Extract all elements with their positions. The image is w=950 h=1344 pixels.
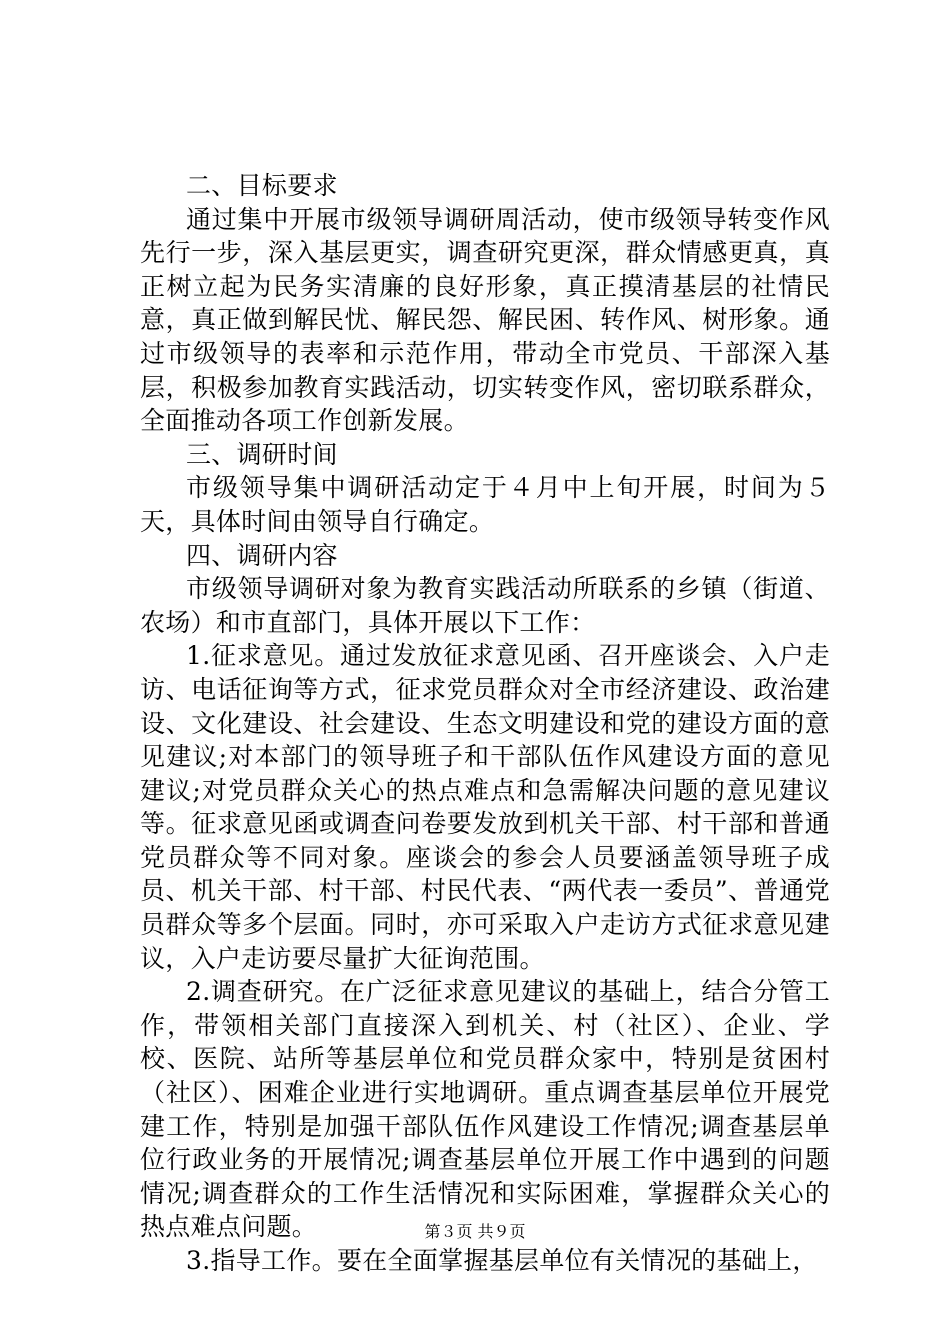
paragraph-item-1: 1.征求意见。通过发放征求意见函、召开座谈会、入户走访、电话征询等方式，征求党员群众对全市经济建设、政治建设、文化建设、社会建设、生态文明建设和党的建设方面的意见建议;对本部门的领导班子和干部队伍作风建设方面的意见建议;对党员群众关心的热点难点和急需解决问题的意见建议等。征求意见函或调查问卷要发放到机关干部、村干部和普通党员群众等不同对象。座谈会的参会人员要涵盖领导班子成员、机关干部、村干部、村民代表、“两代表一委员”、普通党员群众等多个层面。同时，亦可采取入户走访方式征求意见建议，入户走访要尽量扩大征询范围。 — [140, 641, 830, 973]
page-footer: 第３页 共９页 — [424, 1222, 526, 1241]
section-heading-content: 四、调研内容 — [186, 540, 338, 570]
paragraph-item-2: 2.调查研究。在广泛征求意见建议的基础上，结合分管工作，带领相关部门直接深入到机关、村（社区）、企业、学校、医院、站所等基层单位和党员群众家中，特别是贫困村（社区）、困难企业进行实地调研。重点调查基层单位开展党建工作，特别是加强干部队伍作风建设工作情况;调查基层单位行政业务的开展情况;调查基层单位开展工作中遇到的问题情况;调查群众的工作生活情况和实际困难，掌握群众关心的热点难点问题。 — [140, 977, 830, 1242]
paragraph-goals: 通过集中开展市级领导调研周活动，使市级领导转变作风先行一步，深入基层更实，调查研究更深，群众情感更真，真正树立起为民务实清廉的良好形象，真正摸清基层的社情民意，真正做到解民忧、解民怨、解民困、转作风、树形象。通过市级领导的表率和示范作用，带动全市党员、干部深入基层，积极参加教育实践活动，切实转变作风，密切联系群众，全面推动各项工作创新发展。 — [140, 204, 830, 436]
paragraph-content-intro: 市级领导调研对象为教育实践活动所联系的乡镇（街道、农场）和市直部门，具体开展以下工作： — [140, 574, 830, 637]
paragraph-item-3: 3.指导工作。要在全面掌握基层单位有关情况的基础上， — [186, 1246, 818, 1275]
paragraph-time: 市级领导集中调研活动定于４月中上旬开展，时间为５天，具体时间由领导自行确定。 — [140, 473, 830, 536]
section-heading-time: 三、调研时间 — [186, 439, 338, 469]
document-body — [140, 169, 830, 1278]
section-heading-goals: 二、目标要求 — [186, 171, 338, 200]
